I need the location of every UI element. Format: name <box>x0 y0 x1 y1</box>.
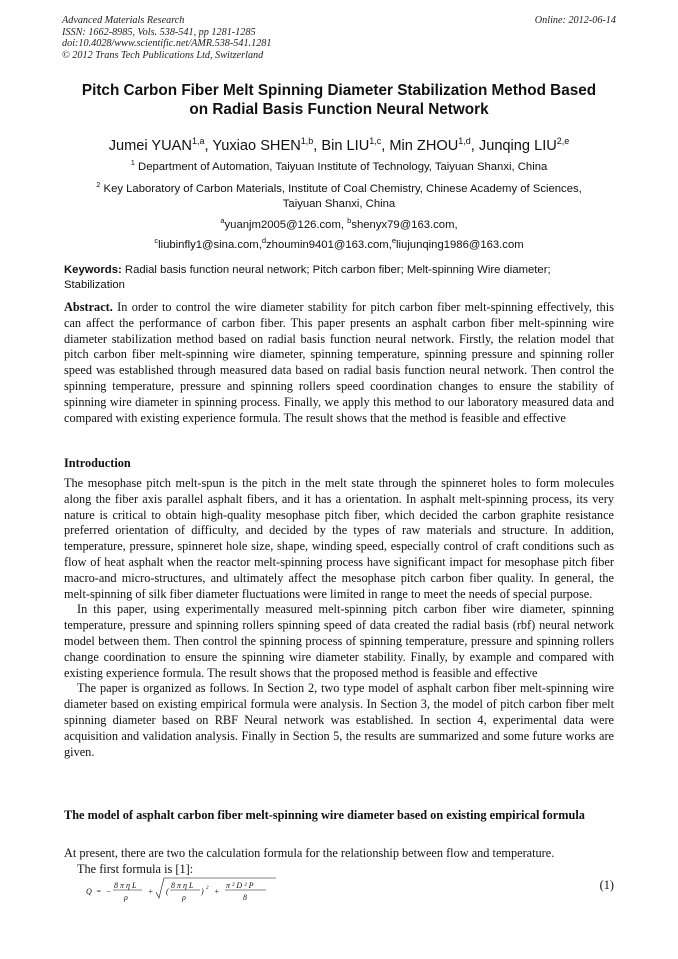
doi-line[interactable]: doi:10.4028/www.scientific.net/AMR.538-541.1281 <box>62 38 272 50</box>
abstract-label: Abstract. <box>64 300 113 314</box>
author-separator: , <box>313 137 322 154</box>
author-affil-sup: 1,a <box>191 136 205 146</box>
email-link[interactable]: liubinfly1@sina.com <box>158 239 259 252</box>
email-sup: c <box>154 236 159 246</box>
author-name: Junqing LIU <box>478 137 557 154</box>
eq-minus: − <box>106 887 112 896</box>
author-name: Min ZHOU <box>389 137 459 154</box>
author-affil-sup: 1,c <box>369 136 382 146</box>
paragraph: In this paper, using experimentally measured melt-spinning pitch carbon fiber wire diameter, spinning temperature, pressure and spinning rollers spinning speed of data created the radial basis (rbf) neural network model between them. Then control the spinning process of spinning temperature, pressure and spinning rollers change coordination to ensure the spinning wire diameter stability. Finally, by example and compared with existing experience formula. The result shows that the proposed method is feasible and effective <box>64 602 614 680</box>
copyright-line: © 2012 Trans Tech Publications Ltd, Switzerland <box>62 49 264 61</box>
author-list <box>50 132 628 155</box>
email-link[interactable]: zhoumin9401@163.com <box>266 239 389 252</box>
affiliation-text: Department of Automation, Taiyuan Institute of Technology, Taiyuan Shanxi, China <box>138 160 548 173</box>
email-sup: b <box>347 216 352 225</box>
abstract <box>64 300 614 426</box>
title-line-2: on Radial Basis Function Neural Network <box>189 100 489 118</box>
eq-den3: 8 <box>243 893 247 902</box>
email-link[interactable]: yuanjm2005@126.com <box>224 218 341 231</box>
section-heading-model: The model of asphalt carbon fiber melt-spinning wire diameter based on existing empirical formula <box>64 808 585 822</box>
eq-plus: + <box>148 887 154 896</box>
equation-number: (1) <box>599 878 614 892</box>
author-affil-sup: 1,b <box>300 136 314 146</box>
email-link[interactable]: liujunqing1986@163.com <box>395 239 524 252</box>
paragraph: The paper is organized as follows. In Section 2, two type model of asphalt carbon fiber melt-spinning wire diameter based on existing empirical formula were analysis. In Section 3, the model of pitch carbon fiber melt spinning diameter based on RBF Neural network was established. In section 4, experimental data were acquisition and validation analysis. Finally in Section 5, the results are summarized and some future works are given. <box>64 681 614 759</box>
issn-line: ISSN: 1662-8985, Vols. 538-541, pp 1281-1285 <box>62 26 256 38</box>
paragraph: The first formula is [1]: <box>77 861 194 876</box>
affiliation-2 <box>58 177 620 212</box>
paper-title <box>50 82 628 119</box>
author-name: Bin LIU <box>321 137 370 154</box>
email-separator: , <box>454 218 458 231</box>
keywords <box>64 263 614 293</box>
introduction-body <box>64 476 614 760</box>
keywords-text: Radial basis function neural network; Pitch carbon fiber; Melt-spinning Wire diameter; Stabilization <box>64 264 551 291</box>
paragraph: The mesophase pitch melt-spun is the pitch in the melt state through the spinneret holes to form molecules along the fiber axis parallel asphalt fibers, and it has a orientation. In asphalt melt-spinning process, its very nature is critical to obtain high-quality mesophase pitch fiber, which decided the carbon graphite resistance preferred orientation of difficulty, and decided by the types of raw materials and structure. In addition, temperature, pressure, spinneret hole size, shape, winding speed, especially control of craft conditions such as flow of heat asphalt when the reactor melt-spinning process have significant impact for mesophase pitch fiber macro-and micro-structures, and ultimately affect the mesophase pitch carbon fiber quality. In general, the melt-spinning of silk fiber diameter fluctuations were limited in range to meet the needs of special purpose. <box>64 476 614 601</box>
email-separator: , <box>340 218 348 231</box>
keywords-label: Keywords: <box>64 264 122 276</box>
abstract-text: In order to control the wire diameter stability for pitch carbon fiber melt-spinning effectively, this can affect the performance of carbon fiber. This paper presents an asphalt carbon fiber melt-spinning wire diameter stabilization method based on radial basis function neural network. Firstly, the relation model that pitch carbon fiber melt-spinning wire diameter, spinning temperature, spinning pressure and spinning roller speed was established through measured data based on radial basis function neural network. Then control the spinning temperature, pressure and spinning rollers speed coordination changes to ensure the stability of spinning wire diameter in spinning process. Finally, we apply this method to our laboratory measured data and compared with existing experience formula. The result shows that the method is feasible and effective <box>64 300 614 425</box>
eq-square: 2 <box>206 886 209 891</box>
online-date: Online: 2012-06-14 <box>534 15 616 26</box>
equation-1 <box>86 876 286 906</box>
eq-num3: π ² D ² P <box>226 881 254 890</box>
affiliation-text: Taiyuan Shanxi, China <box>282 197 396 210</box>
author-name: Jumei YUAN <box>108 137 192 154</box>
journal-name: Advanced Materials Research <box>62 15 185 26</box>
email-separator: , <box>258 239 262 252</box>
author-affil-sup: 2,e <box>556 136 570 146</box>
paragraph: At present, there are two the calculation formula for the relationship between flow and temperature. <box>64 846 555 860</box>
eq-q: Q <box>86 887 92 896</box>
email-link[interactable]: shenyx79@163.com <box>351 218 455 231</box>
eq-num1: 8 π η L <box>114 881 137 890</box>
affiliation-text: Key Laboratory of Carbon Materials, Institute of Coal Chemistry, Chinese Academy of Sciences, <box>103 182 582 195</box>
eq-paren: ) <box>201 887 204 896</box>
email-sup: a <box>220 216 225 225</box>
section-heading-introduction: Introduction <box>64 456 131 470</box>
affiliation-number: 2 <box>96 180 101 189</box>
email-sup: d <box>261 236 267 246</box>
eq-num2: 8 π η L <box>171 881 194 890</box>
eq-den1: ρ <box>124 893 128 902</box>
author-separator: , <box>381 137 390 154</box>
affiliation-number: 1 <box>130 158 135 167</box>
email-sup: e <box>391 236 396 246</box>
email-block <box>58 213 620 254</box>
author-affil-sup: 1,d <box>458 136 471 146</box>
eq-equals: = <box>96 887 102 896</box>
affiliation-1 <box>58 155 620 175</box>
author-name: Yuxiao SHEN <box>212 137 301 154</box>
journal-header <box>62 15 616 61</box>
author-separator: , <box>470 137 479 154</box>
title-line-1: Pitch Carbon Fiber Melt Spinning Diameter Stabilization Method Based <box>81 82 597 99</box>
eq-paren: ( <box>166 887 169 896</box>
email-separator: , <box>388 239 392 252</box>
section2-body <box>64 846 614 878</box>
eq-den2: ρ <box>182 893 186 902</box>
eq-plus: + <box>214 887 220 896</box>
author-separator: , <box>204 137 213 154</box>
